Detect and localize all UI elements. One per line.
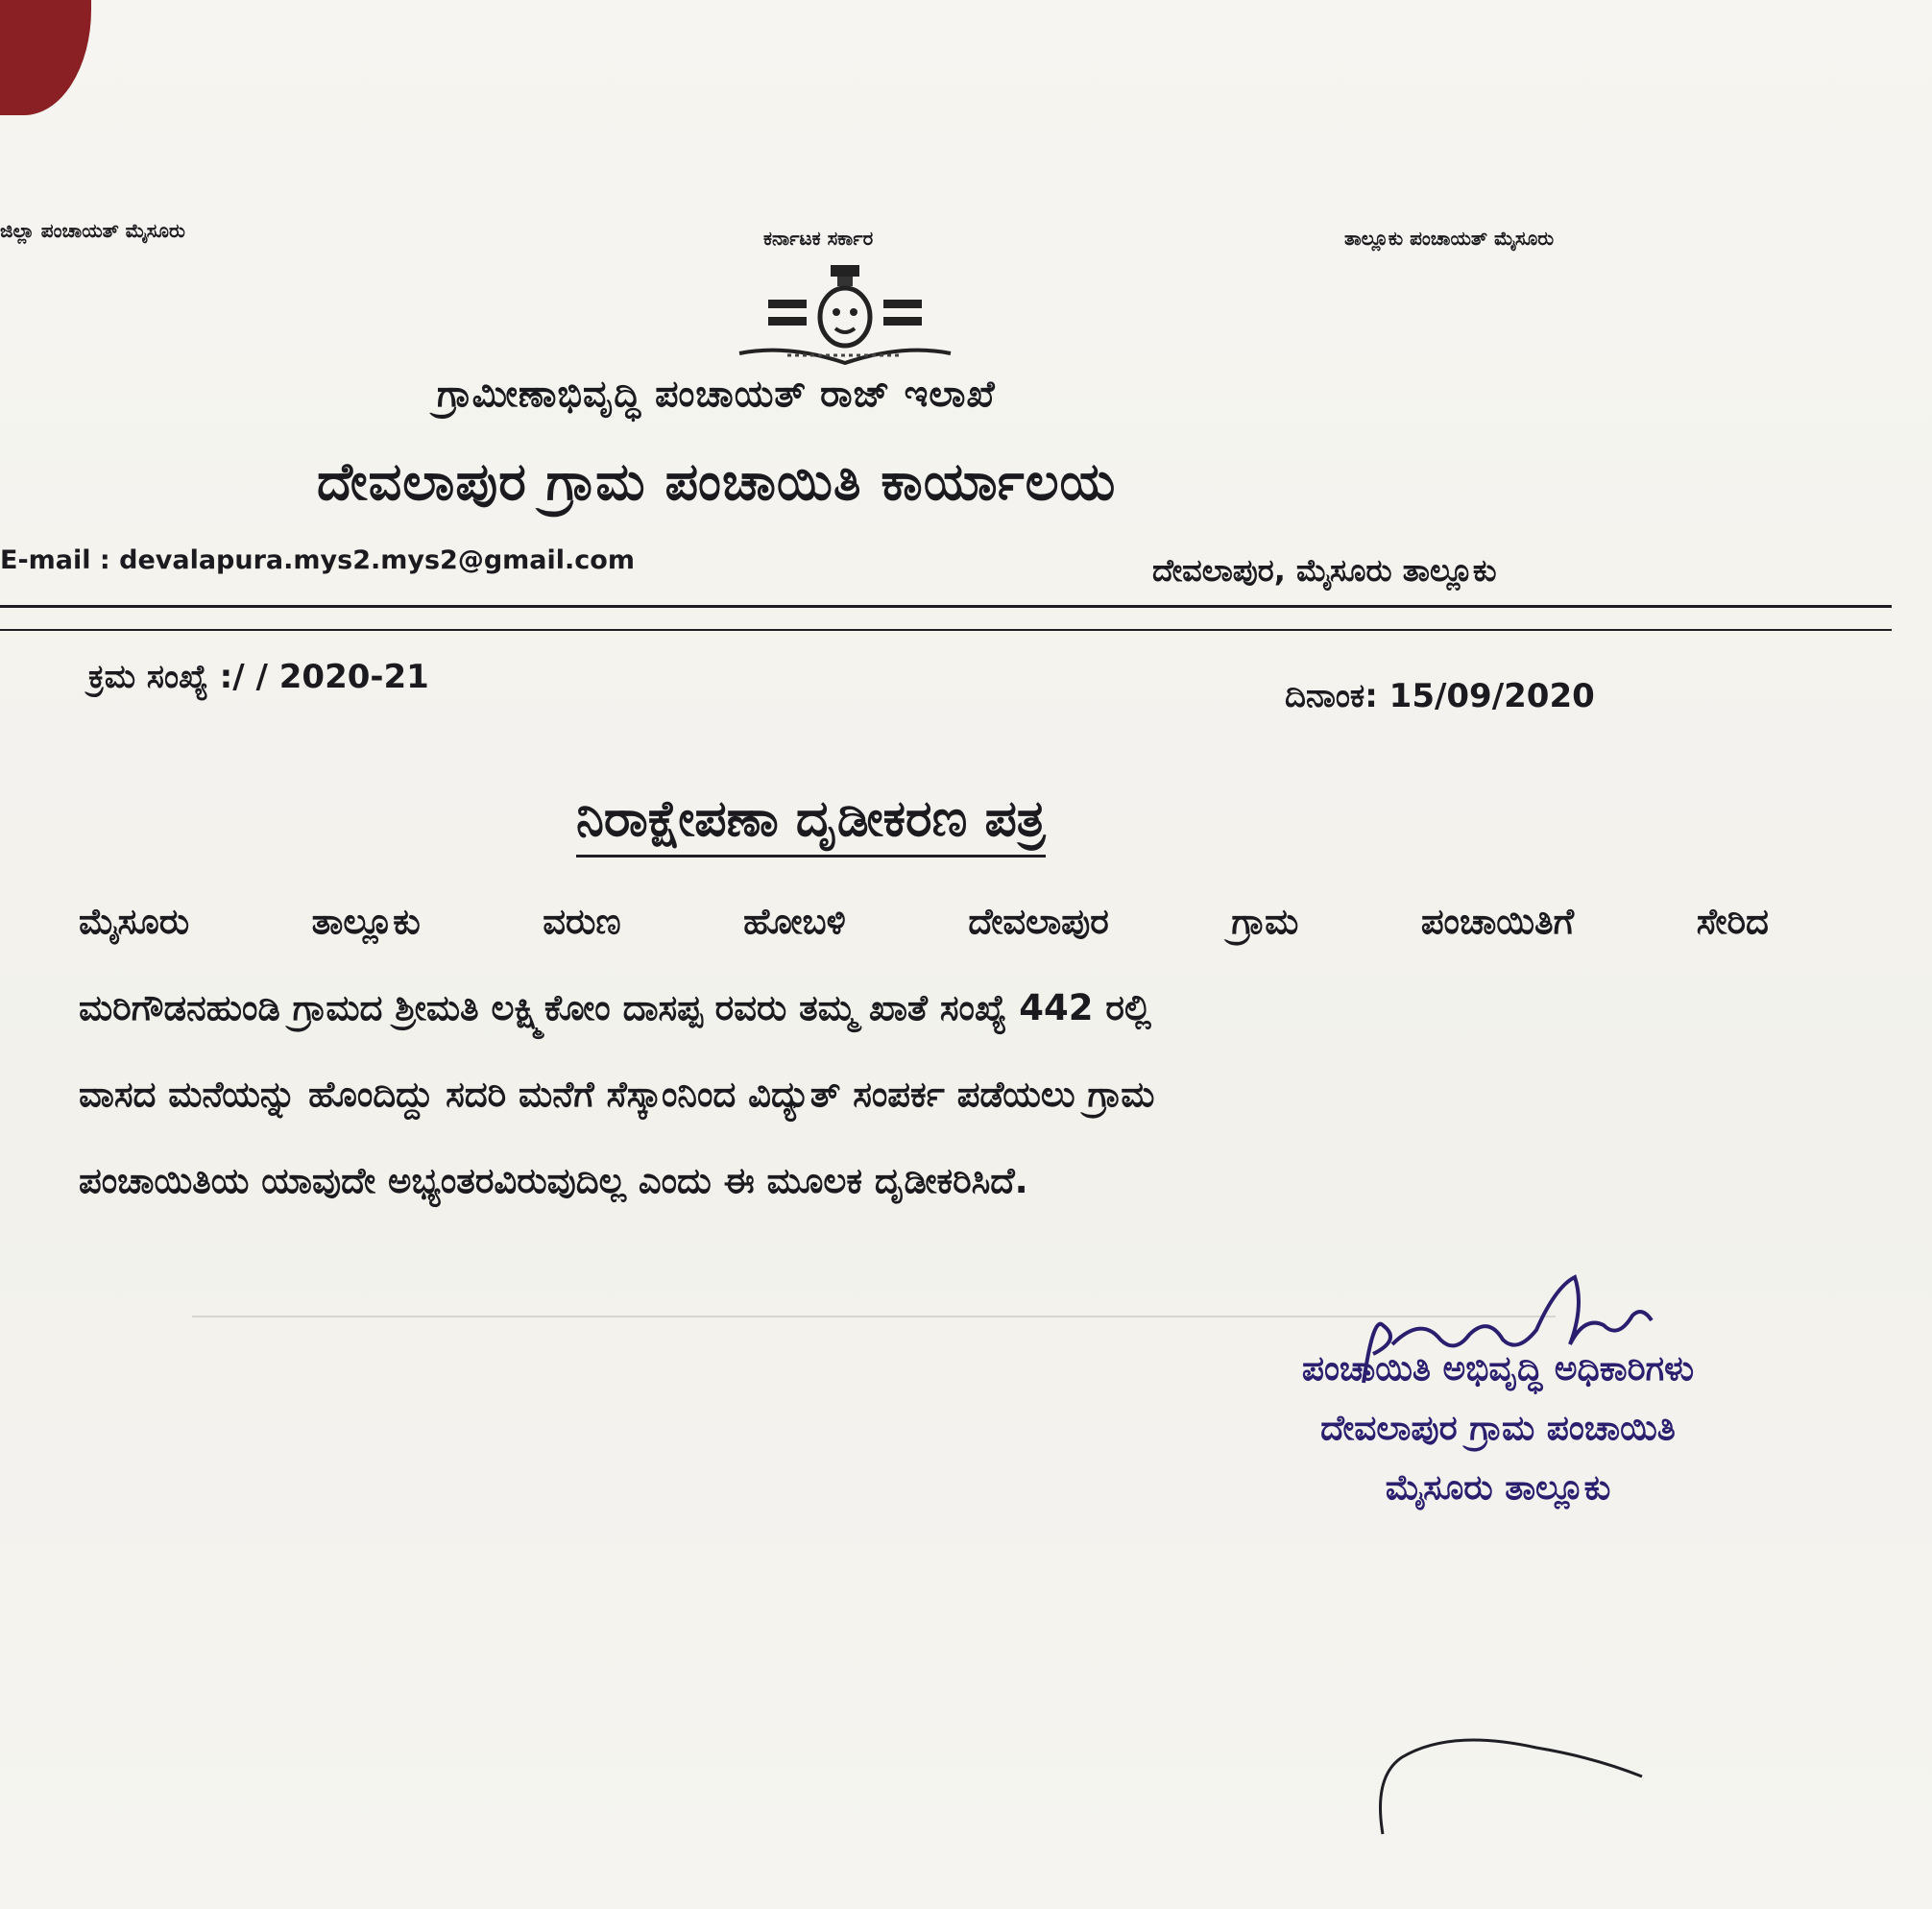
body-text: ಪಂಚಾಯಿತಿಯ ಯಾವುದೇ ಅಭ್ಯಂತರವಿರುವುದಿಲ್ಲ ಎಂದು ಈ ಮೂಲಕ ದೃಡೀಕರಿಸಿದೆ. <box>79 1160 1028 1201</box>
letter-date: ದಿನಾಂಕ: 15/09/2020 <box>1285 677 1595 715</box>
pen-mark <box>1364 1700 1652 1844</box>
body-line-2 <box>79 965 1769 1051</box>
signatory-office: ದೇವಲಾಪುರ ಗ್ರಾಮ ಪಂಚಾಯಿತಿ <box>1320 1409 1676 1448</box>
body-line-1 <box>79 879 1769 965</box>
office-name: ದೇವಲಾಪುರ ಗ್ರಾಮ ಪಂಚಾಯಿತಿ ಕಾರ್ಯಾಲಯ <box>317 451 1117 512</box>
body-line-4 <box>79 1138 1769 1224</box>
header-right-org: ತಾಲ್ಲೂಕು ಪಂಚಾಯತ್ ಮೈಸೂರು <box>1344 227 1555 250</box>
signatory-block <box>1191 1340 1805 1518</box>
header-rule-bottom <box>0 629 1892 631</box>
body-word: ವರುಣ <box>543 901 621 942</box>
body-word: ಪಂಚಾಯಿತಿಗೆ <box>1420 901 1575 942</box>
letter-title: ನಿರಾಕ್ಷೇಪಣಾ ದೃಡೀಕರಣ ಪತ್ರ <box>576 790 1046 858</box>
body-word: ತಾಲ್ಲೂಕು <box>311 901 421 942</box>
office-address: ದೇವಲಾಪುರ, ಮೈಸೂರು ತಾಲ್ಲೂಕು <box>1152 552 1497 589</box>
header-center-org: ಕರ್ನಾಟಕ ಸರ್ಕಾರ <box>763 227 874 250</box>
serial-number: ಕ್ರಮ ಸಂಖ್ಯೆ :/ / 2020-21 <box>88 658 429 696</box>
header-rule-top <box>0 605 1892 608</box>
body-word: ಮೈಸೂರು <box>79 901 190 942</box>
body-text: ವಾಸದ ಮನೆಯನ್ನು ಹೊಂದಿದ್ದು ಸದರಿ ಮನೆಗೆ ಸೆಸ್ಕಾಂನಿಂದ ವಿದ್ಯುತ್ ಸಂಪರ್ಕ ಪಡೆಯಲು ಗ್ರಾಮ <box>79 1074 1155 1115</box>
letter-body <box>79 879 1769 1224</box>
body-word: ಹೋಬಳಿ <box>743 901 846 942</box>
body-word: ಸೇರಿದ <box>1696 901 1769 942</box>
department-name: ಗ್ರಾಮೀಣಾಭಿವೃದ್ಧಿ ಪಂಚಾಯತ್ ರಾಜ್ ಇಲಾಖೆ <box>437 373 996 415</box>
body-text: ಮರಿಗೌಡನಹುಂಡಿ ಗ್ರಾಮದ ಶ್ರೀಮತಿ ಲಕ್ಷ್ಮಿಕೋಂ ದಾಸಪ್ಪ ರವರು ತಮ್ಮ ಖಾತೆ ಸಂಖ್ಯೆ 442 ರಲ್ಲಿ <box>79 987 1151 1028</box>
signatory-taluk: ಮೈಸೂರು ತಾಲ್ಲೂಕು <box>1385 1468 1611 1508</box>
body-line-3 <box>79 1051 1769 1138</box>
signatory-designation: ಪಂಚಾಯಿತಿ ಅಭಿವೃದ್ಧಿ ಅಧಿಕಾರಿಗಳು <box>1301 1349 1695 1389</box>
body-word: ಗ್ರಾಮ <box>1231 901 1299 942</box>
karnataka-emblem-icon <box>730 259 960 375</box>
header-left-org: ಜಿಲ್ಲಾ ಪಂಚಾಯತ್ ಮೈಸೂರು <box>0 219 185 242</box>
body-word: ದೇವಲಾಪುರ <box>968 901 1109 942</box>
email-address: E-mail : devalapura.mys2.mys2@gmail.com <box>0 545 635 575</box>
torn-corner <box>0 0 91 115</box>
